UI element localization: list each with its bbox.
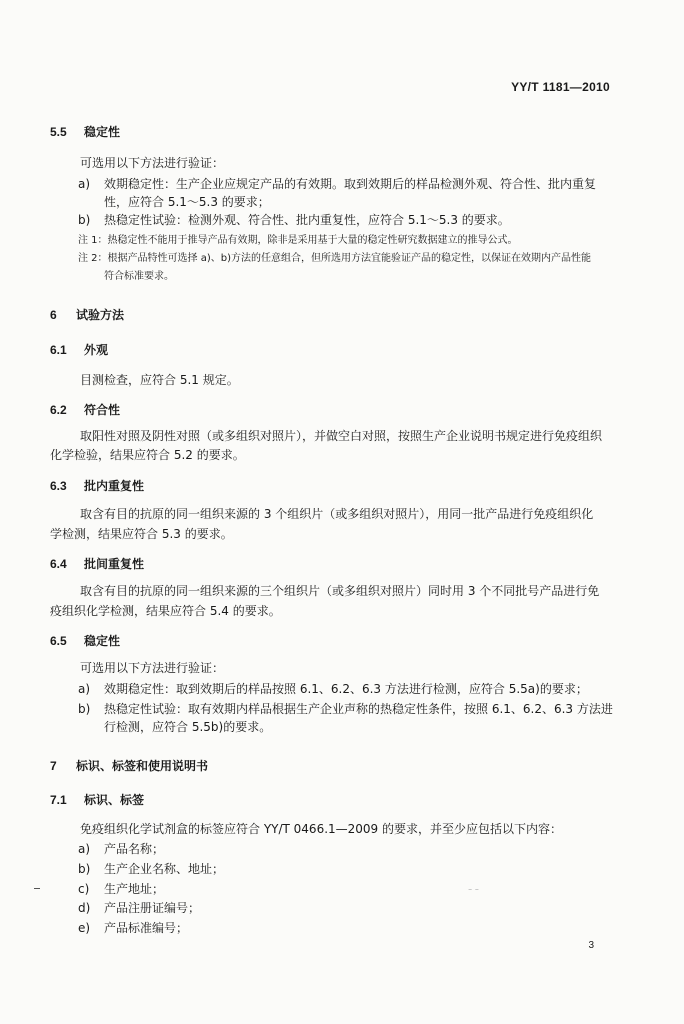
section-title: 标识、标签和使用说明书 xyxy=(76,759,209,773)
paragraph: 取含有目的抗原的同一组织来源的 3 个组织片（或多组织对照片），用同一批产品进行免疫组织化 xyxy=(80,507,594,521)
list-item-label: b) xyxy=(78,862,91,876)
section-title: 稳定性 xyxy=(84,125,121,139)
list-item xyxy=(78,841,164,857)
section-6-2-heading xyxy=(50,402,120,418)
paragraph: 取阳性对照及阴性对照（或多组织对照片），并做空白对照，按照生产企业说明书规定进行免疫组织 xyxy=(80,429,603,443)
paragraph-continuation: 疫组织化学检测，结果应符合 5.4 的要求。 xyxy=(50,604,281,618)
list-item-continuation: 行检测，应符合 5.5b)的要求。 xyxy=(104,720,272,734)
list-item xyxy=(78,176,596,192)
section-6-5-heading xyxy=(50,633,120,649)
note-2: 注 2：根据产品特性可选择 a)、b)方法的任意组合，但所选用方法宜能验证产品的稳定性，以保证在效期内产品性能 xyxy=(78,253,591,264)
page-number: 3 xyxy=(588,940,594,951)
list-item-text: 产品标准编号； xyxy=(104,921,189,935)
list-item-label: a) xyxy=(78,842,91,856)
section-title: 试验方法 xyxy=(76,308,125,322)
section-7-heading xyxy=(50,758,208,774)
list-item xyxy=(78,701,613,717)
section-number: 6.1 xyxy=(50,343,67,357)
paragraph: 可选用以下方法进行验证： xyxy=(80,156,225,170)
section-number: 6.3 xyxy=(50,479,67,493)
section-number: 6.4 xyxy=(50,557,67,571)
list-item xyxy=(78,900,200,916)
list-item xyxy=(78,212,510,228)
section-number: 6.2 xyxy=(50,403,67,417)
list-item-label: b) xyxy=(78,213,91,227)
section-number: 6.5 xyxy=(50,634,67,648)
scan-mark xyxy=(34,888,40,889)
section-title: 外观 xyxy=(84,343,109,357)
list-item-text: 产品注册证编号； xyxy=(104,901,201,915)
list-item-text: 产品名称； xyxy=(104,842,165,856)
section-6-heading xyxy=(50,307,124,323)
list-item-text: 生产地址； xyxy=(104,882,165,896)
section-title: 符合性 xyxy=(84,403,121,417)
section-title: 稳定性 xyxy=(84,634,121,648)
section-title: 批内重复性 xyxy=(84,479,145,493)
list-item xyxy=(78,920,188,936)
section-number: 7.1 xyxy=(50,793,67,807)
note-1: 注 1：热稳定性不能用于推导产品有效期，除非是采用基于大量的稳定性研究数据建立的推导公式。 xyxy=(78,235,518,246)
list-item-label: d) xyxy=(78,901,91,915)
section-title: 标识、标签 xyxy=(84,793,145,807)
list-item-continuation: 性，应符合 5.1～5.3 的要求； xyxy=(104,195,270,209)
note-2-continuation: 符合标准要求。 xyxy=(104,271,174,282)
paragraph: 目测检查，应符合 5.1 规定。 xyxy=(80,373,239,387)
list-item xyxy=(78,881,164,897)
list-item-text: 效期稳定性：生产企业应规定产品的有效期。取到效期后的样品检测外观、符合性、批内重复 xyxy=(104,177,597,191)
paragraph: 免疫组织化学试剂盒的标签应符合 YY/T 0466.1—2009 的要求，并至少应包括以下内容： xyxy=(80,822,563,836)
section-6-1-heading xyxy=(50,342,108,358)
section-7-1-heading xyxy=(50,792,144,808)
scan-specks: ⁻ ⁻ xyxy=(468,886,479,895)
list-item-label: c) xyxy=(78,882,90,896)
paragraph: 可选用以下方法进行验证： xyxy=(80,661,225,675)
list-item-label: a) xyxy=(78,177,91,191)
section-5-5-heading xyxy=(50,124,120,140)
list-item-label: b) xyxy=(78,702,91,716)
list-item xyxy=(78,681,588,697)
section-number: 5.5 xyxy=(50,125,67,139)
paragraph-continuation: 学检测，结果应符合 5.3 的要求。 xyxy=(50,527,233,541)
list-item-text: 生产企业名称、地址； xyxy=(104,862,225,876)
list-item-text: 效期稳定性：取到效期后的样品按照 6.1、6.2、6.3 方法进行检测，应符合 5.5a)的要求； xyxy=(104,682,588,696)
paragraph: 取含有目的抗原的同一组织来源的三个组织片（或多组织对照片）同时用 3 个不同批号产品进行免 xyxy=(80,584,600,598)
list-item-label: e) xyxy=(78,921,91,935)
section-number: 7 xyxy=(50,759,57,773)
section-title: 批间重复性 xyxy=(84,557,145,571)
paragraph-continuation: 化学检验，结果应符合 5.2 的要求。 xyxy=(50,448,245,462)
section-6-3-heading xyxy=(50,478,144,494)
list-item-text: 热稳定性试验：取有效期内样品根据生产企业声称的热稳定性条件，按照 6.1、6.2、6.3 方法进 xyxy=(104,702,613,716)
list-item xyxy=(78,861,224,877)
standard-code: YY/T 1181—2010 xyxy=(511,80,610,94)
section-6-4-heading xyxy=(50,556,144,572)
list-item-label: a) xyxy=(78,682,91,696)
section-number: 6 xyxy=(50,308,57,322)
list-item-text: 热稳定性试验：检测外观、符合性、批内重复性，应符合 5.1～5.3 的要求。 xyxy=(104,213,510,227)
